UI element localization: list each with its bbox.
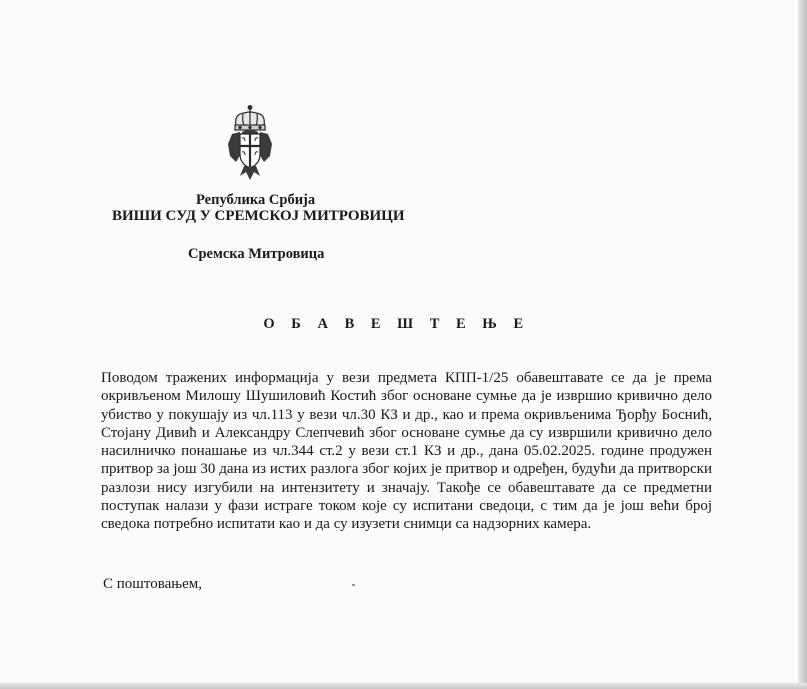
notice-body: Поводом тражених информација у вези предмета КПП-1/25 обавештавате се да је према окривљеном Милошу Шушиловић Костић због основане сумње да је извршио кривично дело убиство у покушају из чл.113 у вези чл.30 КЗ и др., као и према окривљенима Ђорђу Боснић, Стојану Дивић и Александру Слепчевић због основане сумње да су извршили кривично дело насилничко понашање из чл.344 ст.2 у вези ст.1 КЗ и др., дана 05.02.2025. године продужен притвор за још 30 дана из истих разлога због којих је притвор и одређен, будући да притворски разлози нису изгубили на интензитету и значају. Такође се обавештавате да се предметни поступак налази у фази истраге током које су испитани сведоци, с тим да је још већи број сведока потребно испитати као и да су изузети снимци са надзорних камера. [101, 370, 712, 533]
coat-of-arms-icon [226, 104, 274, 184]
court-name: ВИШИ СУД У СРЕМСКОЈ МИТРОВИЦИ [112, 208, 405, 224]
scan-speck [352, 584, 355, 586]
scan-edge-bottom [0, 683, 807, 689]
scan-edge-right [798, 0, 807, 689]
city-name: Сремска Митровица [188, 246, 325, 262]
country-name: Република Србија [196, 192, 316, 208]
document-title: О Б А В Е Ш Т Е Њ Е [263, 316, 530, 332]
closing-salutation: С поштовањем, [103, 576, 202, 592]
